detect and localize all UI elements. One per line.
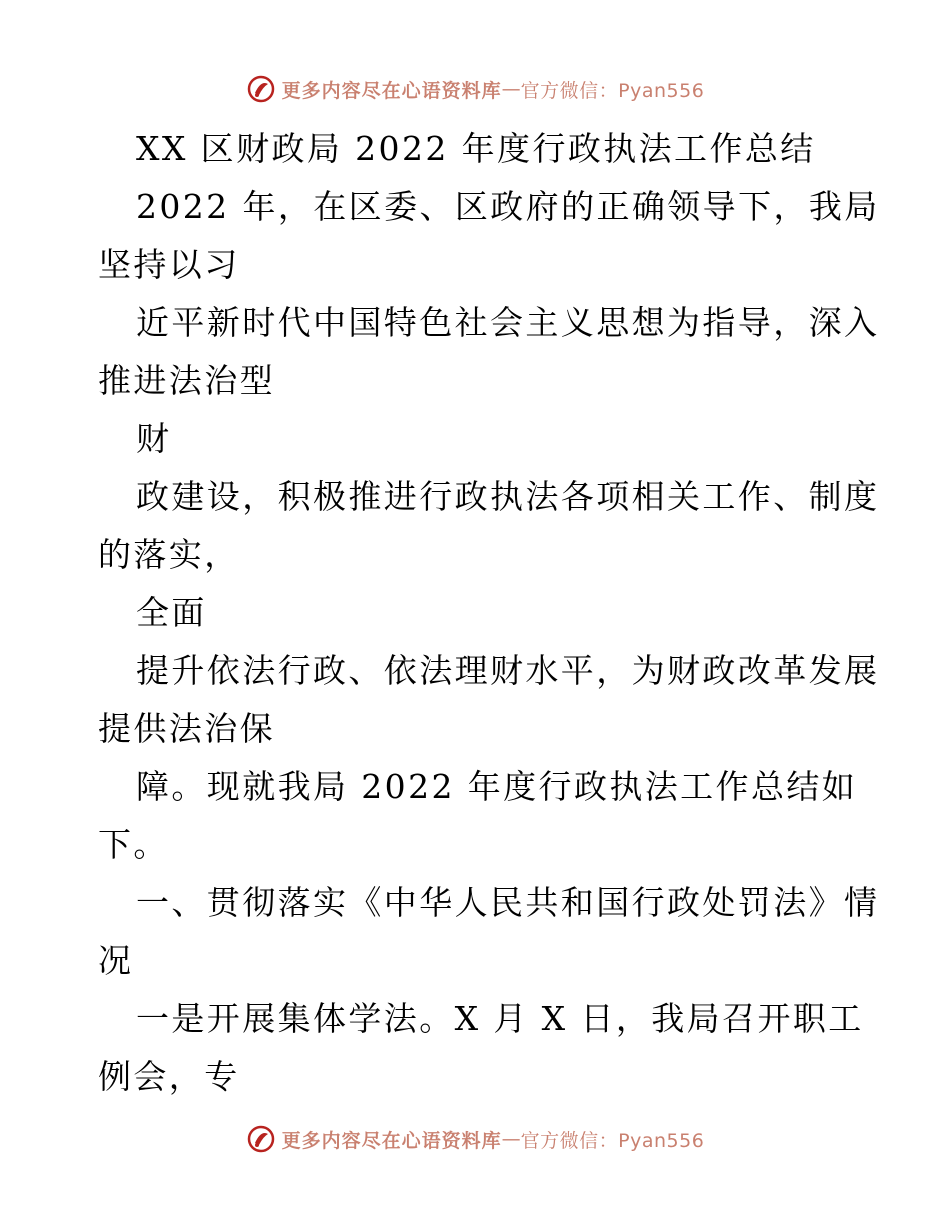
text-line: 障。现就我局 2022 年度行政执法工作总结如 <box>136 767 858 806</box>
text-line: 提供法治保 <box>98 709 275 748</box>
watermark-footer <box>0 1124 950 1154</box>
text-line: 一是开展集体学法。X 月 X 日，我局召开职工 <box>136 999 864 1038</box>
text-line: 近平新时代中国特色社会主义思想为指导，深入 <box>136 303 880 342</box>
brand-logo-icon <box>246 74 276 104</box>
document-body <box>98 120 880 1106</box>
text-line: 推进法治型 <box>98 361 275 400</box>
text-line: 政建设，积极推进行政执法各项相关工作、制度 <box>136 477 880 516</box>
watermark-main-text: 更多内容尽在心语资料库 <box>281 1129 502 1152</box>
text-line: 况 <box>98 941 134 980</box>
watermark-header <box>0 74 950 104</box>
watermark-contact: 官方微信：Pyan556 <box>520 79 705 102</box>
text-line: 下。 <box>98 825 169 864</box>
text-line: 财 <box>136 419 172 458</box>
text-line: 提升依法行政、依法理财水平，为财政改革发展 <box>136 651 880 690</box>
watermark-main-text: 更多内容尽在心语资料库 <box>281 79 502 102</box>
text-line: 全面 <box>136 593 207 632</box>
watermark-contact: 官方微信：Pyan556 <box>520 1129 705 1152</box>
text-line: 2022 年，在区委、区政府的正确领导下，我局 <box>136 187 880 226</box>
text-line: 的落实， <box>98 535 240 574</box>
text-line: XX 区财政局 2022 年度行政执法工作总结 <box>136 129 816 168</box>
watermark-separator: — <box>501 78 521 100</box>
text-line: 例会，专 <box>98 1057 240 1096</box>
watermark-separator: — <box>501 1128 521 1150</box>
text-line: 一、贯彻落实《中华人民共和国行政处罚法》情 <box>136 883 880 922</box>
brand-logo-icon <box>246 1124 276 1154</box>
text-line: 坚持以习 <box>98 245 240 284</box>
